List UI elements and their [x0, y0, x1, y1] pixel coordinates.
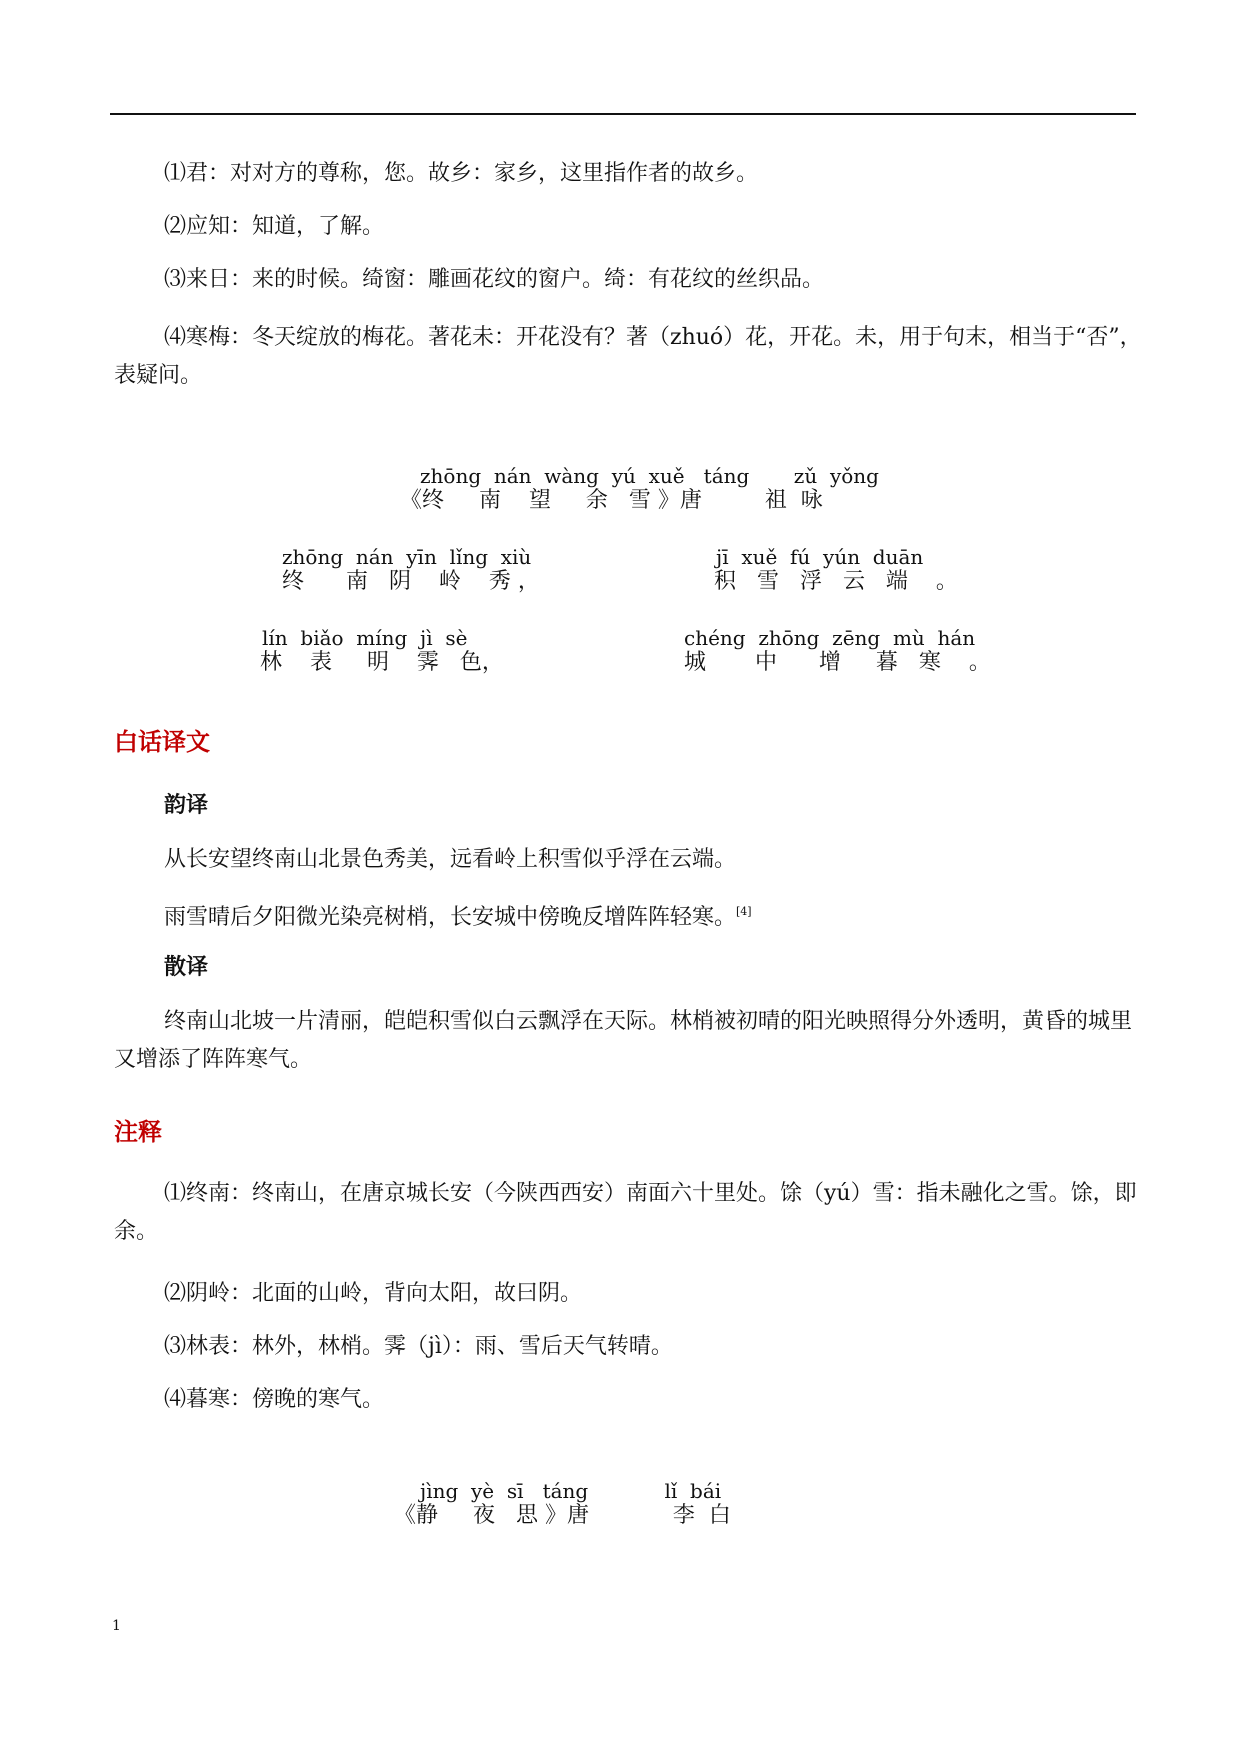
- poem1-line2-right-pinyin: chéng zhōng zēng mù hán: [684, 626, 976, 650]
- translation-heading: 白话译文: [114, 728, 210, 756]
- rhymed-line-2: [164, 898, 752, 932]
- rhymed-line-1: 从长安望终南山北景色秀美，远看岭上积雪似乎浮在云端。: [164, 847, 737, 872]
- prose-translation: 终南山北坡一片清丽，皑皑积雪似白云飘浮在天际。林梢被初晴的阳光映照得分外透明，黄昏的城里又增添了阵阵寒气。: [114, 1009, 1133, 1072]
- annotation-1: ⑴终南：终南山，在唐京城长安（今陕西西安）南面六十里处。馀（yú）雪：指未融化之雪。馀，即余。: [114, 1181, 1137, 1244]
- note-4: ⑷寒梅：冬天绽放的梅花。著花未：开花没有？著（zhuó）花，开花。未，用于句末，相当于“否”，表疑问。: [114, 325, 1142, 388]
- annotation-4: ⑷暮寒：傍晚的寒气。: [164, 1387, 385, 1412]
- poem1-line1-right-hanzi: 积 雪 浮 云 端 。: [714, 569, 958, 594]
- poem1-line1-left-hanzi: 终 南 阴 岭 秀 ，: [282, 569, 540, 594]
- header-rule: [110, 113, 1136, 115]
- poem1-title-pinyin: zhōng nán wàng yú xuě táng zǔ yǒng: [420, 464, 879, 488]
- note-2: ⑵应知：知道，了解。: [164, 214, 385, 239]
- rhymed-line-2-text: 雨雪晴后夕阳微光染亮树梢，长安城中傍晚反增阵阵轻寒。: [164, 905, 737, 930]
- page-number: 1: [112, 1618, 121, 1634]
- poem2-title-hanzi: 《静 夜 思 》唐 李 白: [394, 1503, 731, 1528]
- rhymed-translation-heading: 韵译: [164, 793, 209, 818]
- annotation-3: ⑶林表：林外，林梢。霁（jì）：雨、雪后天气转晴。: [164, 1334, 673, 1359]
- note-3: ⑶来日：来的时候。绮窗：雕画花纹的窗户。绮：有花纹的丝织品。: [164, 267, 825, 292]
- poem1-line2-left-pinyin: lín biǎo míng jì sè: [262, 626, 468, 650]
- poem1-line2-left-hanzi: 林 表 明 霁 色，: [260, 650, 504, 675]
- poem1-line1-right-pinyin: jī xuě fú yún duān: [716, 545, 924, 569]
- poem1-title-hanzi: 《终 南 望 余 雪 》唐 祖 咏: [400, 488, 823, 513]
- poem2-title-pinyin: jìng yè sī táng lǐ bái: [420, 1479, 722, 1503]
- poem1-line2-right-hanzi: 城 中 增 暮 寒 。: [684, 650, 991, 675]
- reference-marker: [4]: [736, 905, 752, 918]
- note-1: ⑴君：对对方的尊称，您。故乡：家乡，这里指作者的故乡。: [164, 161, 759, 186]
- prose-translation-heading: 散译: [164, 955, 209, 980]
- notes-heading: 注释: [114, 1118, 162, 1146]
- annotation-2: ⑵阴岭：北面的山岭，背向太阳，故曰阴。: [164, 1281, 583, 1306]
- poem1-line1-left-pinyin: zhōng nán yīn lǐng xiù: [282, 545, 532, 569]
